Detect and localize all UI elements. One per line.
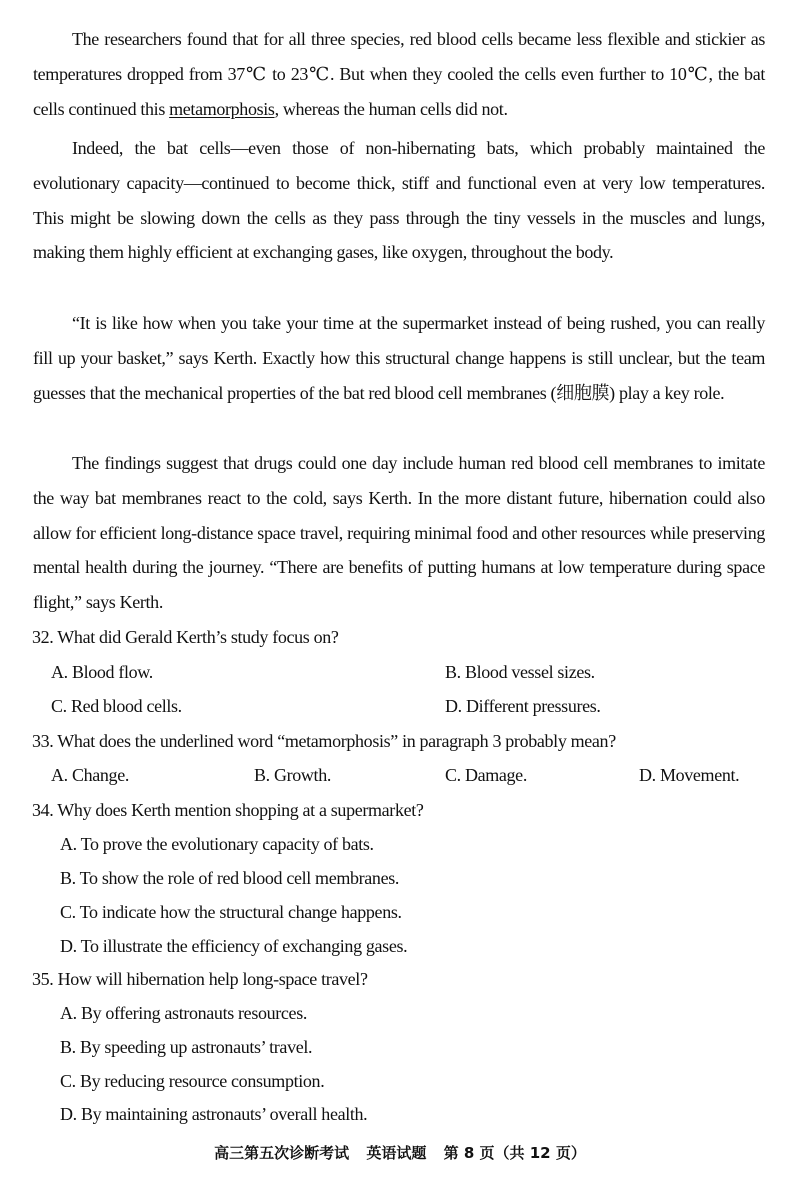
question-35-stem: 35. How will hibernation help long-space travel?	[32, 969, 368, 989]
question-34-stem: 34. Why does Kerth mention shopping at a supermarket?	[32, 800, 424, 820]
question-34-option-c[interactable]: C. To indicate how the structural change happens.	[60, 902, 402, 922]
question-35-option-c[interactable]: C. By reducing resource consumption.	[60, 1071, 325, 1091]
passage-paragraph-4	[33, 446, 765, 620]
question-33-option-b[interactable]: B. Growth.	[254, 765, 331, 785]
question-33-option-c[interactable]: C. Damage.	[445, 765, 527, 785]
question-32-stem: 32. What did Gerald Kerth’s study focus on?	[32, 627, 339, 647]
underlined-word-metamorphosis: metamorphosis	[169, 98, 275, 119]
question-33-option-a[interactable]: A. Change.	[51, 765, 129, 785]
question-35-option-d[interactable]: D. By maintaining astronauts’ overall health.	[60, 1104, 368, 1124]
footer-exam-title: 高三第五次诊断考试	[214, 1144, 350, 1162]
question-32-option-d[interactable]: D. Different pressures.	[445, 696, 601, 716]
passage-paragraph-2	[33, 131, 765, 270]
paragraph-1-text-before: The researchers found that for all three species, red blood cells became less flexible and stickier as temperatures dropped from 37℃ to 23℃. But when they cooled the cells even further to 10℃, the bat cells continued this	[33, 29, 765, 119]
paragraph-4-text: The findings suggest that drugs could one day include human red blood cell membranes to imitate the way bat membranes react to the cold, says Kerth. In the more distant future, hibernation could also allow for efficient long-distance space travel, requiring minimal food and other resources while preserving mental health during the journey. “There are benefits of putting humans at low temperature during space flight,” says Kerth.	[33, 453, 765, 613]
footer-page-info: 第 8 页（共 12 页）	[443, 1144, 586, 1162]
question-32-option-b[interactable]: B. Blood vessel sizes.	[445, 662, 595, 682]
question-35-option-a[interactable]: A. By offering astronauts resources.	[60, 1003, 308, 1023]
question-34-option-d[interactable]: D. To illustrate the efficiency of exchanging gases.	[60, 936, 408, 956]
question-35-option-b[interactable]: B. By speeding up astronauts’ travel.	[60, 1037, 313, 1057]
paragraph-1-text-after: , whereas the human cells did not.	[274, 98, 508, 119]
question-33-option-d[interactable]: D. Movement.	[639, 765, 740, 785]
question-33-stem: 33. What does the underlined word “metamorphosis” in paragraph 3 probably mean?	[32, 731, 616, 751]
question-34-option-a[interactable]: A. To prove the evolutionary capacity of bats.	[60, 834, 374, 854]
paragraph-2-text: Indeed, the bat cells—even those of non-hibernating bats, which probably maintained the evolutionary capacity—continued to become thick, stiff and functional even at very low temperatures. This might be slowing down the cells as they pass through the tiny vessels in the muscles and lungs, making them highly efficient at exchanging gases, like oxygen, throughout the body.	[33, 138, 765, 263]
passage-paragraph-3	[33, 306, 765, 410]
footer-subject: 英语试题	[366, 1144, 427, 1162]
question-32-option-a[interactable]: A. Blood flow.	[51, 662, 153, 682]
passage-paragraph-1	[33, 22, 765, 126]
question-32-option-c[interactable]: C. Red blood cells.	[51, 696, 182, 716]
question-34-option-b[interactable]: B. To show the role of red blood cell membranes.	[60, 868, 400, 888]
paragraph-3-text: “It is like how when you take your time at the supermarket instead of being rushed, you can really fill up your basket,” says Kerth. Exactly how this structural change happens is still unclear, but the team guesses that the mechanical properties of the bat red blood cell membranes (细胞膜) play a key role.	[33, 313, 765, 403]
page-footer	[0, 1142, 800, 1163]
